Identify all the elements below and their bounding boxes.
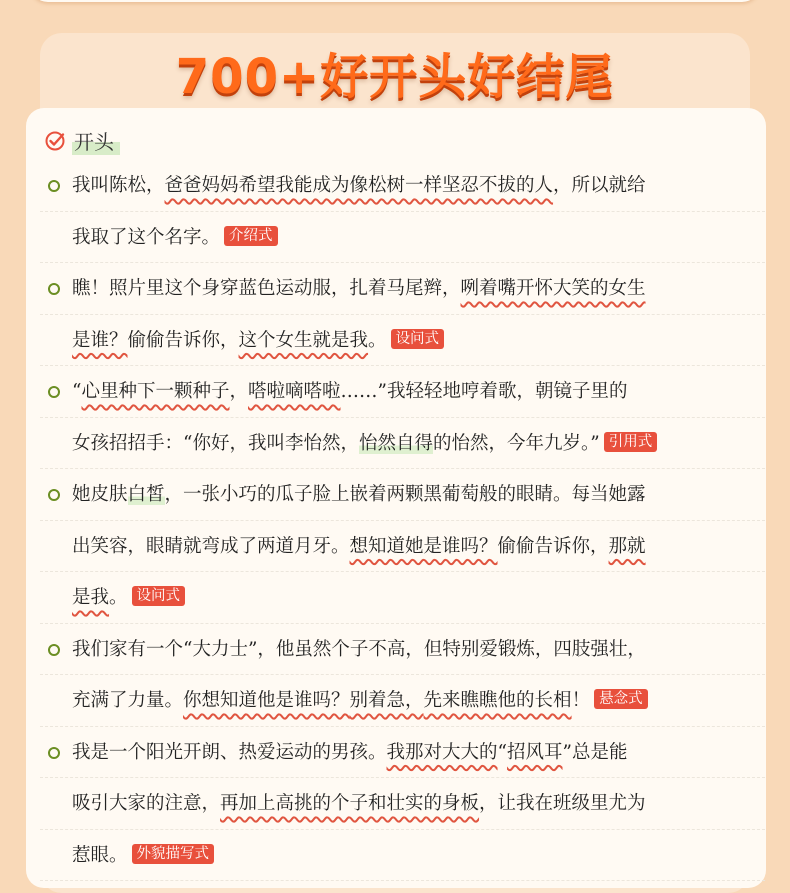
- entry-item: [26, 160, 747, 263]
- entry-line: [72, 263, 747, 315]
- entry-line: [72, 521, 747, 573]
- entry-line: [72, 160, 747, 212]
- underlined-phrase: 想知道她是谁吗？: [349, 535, 498, 557]
- highlighted-word: 白皙: [127, 484, 165, 505]
- check-circle-icon: [44, 130, 66, 152]
- entry-item: [26, 727, 747, 882]
- text-segment: ，所以就给: [553, 175, 646, 196]
- style-tag-badge: 外貌描写式: [132, 844, 215, 864]
- underlined-phrase: 这个女生就是我: [238, 329, 369, 351]
- underlined-phrase: 我那对大大的: [386, 741, 498, 763]
- text-segment: ”总是能: [562, 741, 628, 763]
- text-segment: 她皮肤: [72, 484, 128, 505]
- style-tag-badge: 设问式: [132, 586, 186, 606]
- entry-line: [72, 315, 747, 367]
- text-segment: 出笑容，眼睛就弯成了两道月牙。: [72, 535, 350, 557]
- style-tag-badge: 悬念式: [594, 689, 648, 709]
- entry-line: [72, 469, 747, 521]
- bullet-icon: [48, 180, 60, 192]
- underlined-phrase: 嗒啦嘀嗒啦: [248, 381, 341, 402]
- text-segment: 我们家有一个“大力士”，他虽然个子不高，但特别爱锻炼，四肢强壮，: [72, 638, 646, 660]
- entry-item: [26, 624, 747, 727]
- entry-line: [72, 830, 747, 882]
- text-segment: 我是一个阳光开朗、热爱运动的男孩。: [72, 741, 387, 763]
- text-segment: 的怡然，今年九岁。”: [432, 432, 600, 454]
- text-segment: ，: [229, 381, 248, 402]
- style-tag-badge: 设问式: [391, 329, 445, 349]
- bullet-icon: [48, 386, 60, 398]
- text-segment: ，让我在班级里尤为: [479, 793, 646, 814]
- underlined-phrase: 咧着嘴开怀大笑的女生: [460, 278, 646, 299]
- bullet-icon: [48, 489, 60, 501]
- entry-item: [26, 366, 747, 469]
- text-segment: ……”我轻轻地哼着歌，朝镜子里的: [340, 381, 628, 402]
- underlined-phrase: 再加上高挑的个子和壮实的身板: [220, 793, 480, 814]
- underlined-phrase: 别着急，: [349, 690, 424, 711]
- underlined-phrase: 你想知道他是谁吗？: [183, 690, 350, 711]
- entry-line: [72, 366, 747, 418]
- page-title: 700+好开头好结尾: [175, 49, 615, 105]
- article-card: [26, 108, 766, 888]
- underlined-phrase: 是我: [72, 587, 110, 608]
- text-segment: 我叫陈松，: [72, 175, 165, 196]
- entry-line: [72, 675, 747, 727]
- text-segment: 瞧！照片里这个身穿蓝色运动服，扎着马尾辫，: [72, 278, 461, 299]
- entry-line: [72, 778, 747, 830]
- section-heading: [44, 126, 120, 155]
- section-label: 开头: [72, 126, 120, 155]
- entry-line: [72, 418, 747, 470]
- text-segment: 。: [368, 329, 387, 351]
- highlighted-word: 怡然自得: [358, 432, 433, 454]
- previous-card-edge: [30, 0, 760, 2]
- style-tag-badge: 引用式: [604, 432, 658, 452]
- entry-line: [72, 624, 747, 676]
- text-segment: 我取了这个名字。: [72, 226, 221, 248]
- entry-item: [26, 263, 747, 366]
- text-segment: ，一张小巧的瓜子脸上嵌着两颗黑葡萄般的眼睛。每当她露: [164, 484, 646, 505]
- entry-line: [72, 572, 747, 624]
- entry-line: [72, 212, 747, 264]
- bullet-icon: [48, 747, 60, 759]
- entry-item: [26, 469, 747, 624]
- text-segment: 惹眼。: [72, 844, 128, 866]
- underlined-phrase: 那就: [608, 535, 646, 557]
- underlined-phrase: 是谁？: [72, 329, 128, 351]
- entry-list: [26, 160, 766, 881]
- style-tag-badge: 介绍式: [224, 226, 278, 246]
- text-segment: 充满了力量。: [72, 690, 184, 711]
- text-segment: “: [72, 381, 82, 402]
- underlined-phrase: 先来瞧瞧他的长相: [423, 690, 572, 711]
- bullet-icon: [48, 644, 60, 656]
- text-segment: 偷偷告诉你，: [127, 329, 239, 351]
- text-segment: 。: [109, 587, 128, 608]
- underlined-phrase: 爸爸妈妈希望我能成为像松树一样坚忍不拔的人: [164, 175, 554, 196]
- text-segment: “: [497, 741, 507, 763]
- text-segment: 偷偷告诉你，: [497, 535, 609, 557]
- underlined-phrase: 招风耳: [507, 741, 563, 763]
- underlined-phrase: 心里种下一颗种子: [81, 381, 230, 402]
- text-segment: ！: [571, 690, 591, 711]
- text-segment: 女孩招招手：“你好，我叫李怡然，: [72, 432, 359, 454]
- text-segment: 吸引大家的注意，: [72, 793, 221, 814]
- entry-line: [72, 727, 747, 779]
- bullet-icon: [48, 283, 60, 295]
